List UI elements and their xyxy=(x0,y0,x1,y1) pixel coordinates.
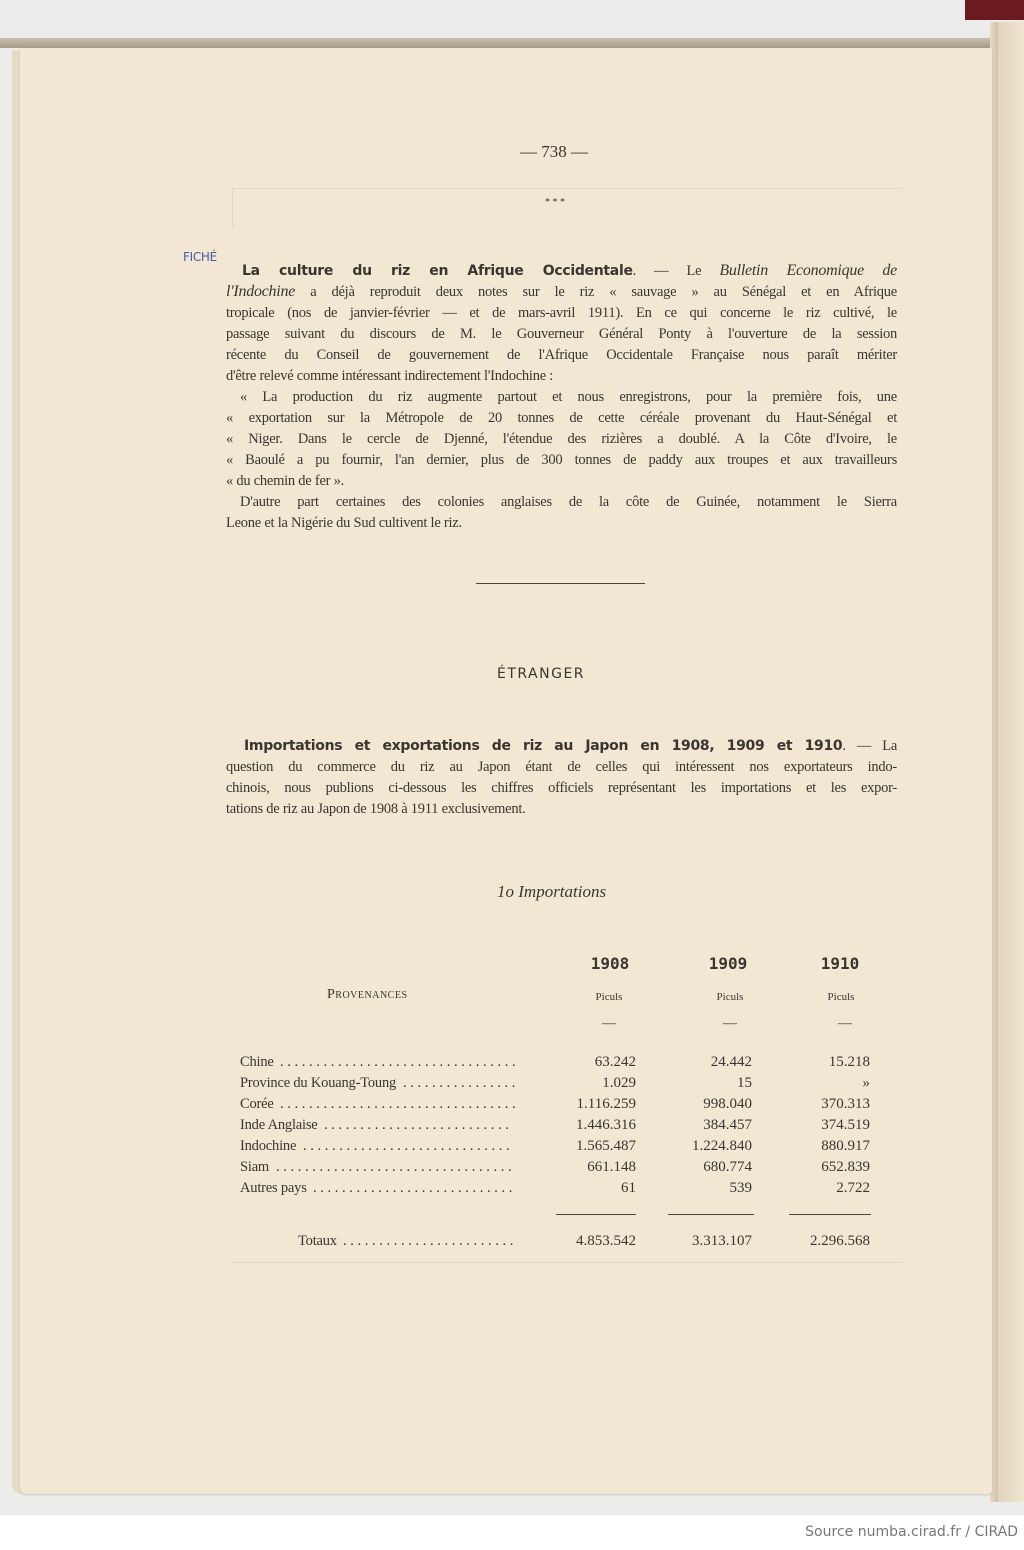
row-label: Autres pays xyxy=(240,1180,307,1196)
unit-label-1908: Piculs xyxy=(595,991,623,1003)
body-text: d'être relevé comme intéressant indirectement l'Indochine : xyxy=(226,368,554,384)
separator-stars xyxy=(540,198,570,208)
cell-1908: 1.446.316 xyxy=(576,1117,636,1133)
bleed-through-line xyxy=(232,188,233,228)
leader-dots: . . . . . . . . . . . . . . . . . . . . . . . . xyxy=(343,1233,514,1249)
leader-dots: . . . . . . . . . . . . . . . . . . . . . . . . . . xyxy=(324,1117,509,1133)
unit-label-1909: Piculs xyxy=(716,991,744,1003)
facing-page-edge xyxy=(998,22,1024,1502)
table-row xyxy=(240,1073,870,1094)
table-total-row xyxy=(240,1231,870,1252)
italic-text: Bulletin Economique de xyxy=(719,262,898,279)
cell-1910: 370.313 xyxy=(821,1096,870,1112)
cell-1910: 880.917 xyxy=(821,1138,870,1154)
table-row xyxy=(240,1178,870,1199)
table-row xyxy=(240,1157,870,1178)
table-row xyxy=(240,1136,870,1157)
text-line xyxy=(226,757,897,777)
text-line xyxy=(226,303,897,323)
cell-1910: » xyxy=(862,1075,870,1091)
row-label: Chine xyxy=(240,1054,274,1070)
row-label: Indochine xyxy=(240,1138,297,1154)
source-credit: Source numba.cirad.fr / CIRAD xyxy=(805,1524,1018,1540)
cell-1910: 2.722 xyxy=(836,1180,870,1196)
sum-rule-1908 xyxy=(556,1214,636,1215)
cell-1909: 998.040 xyxy=(703,1096,752,1112)
total-1909: 3.313.107 xyxy=(692,1233,752,1249)
cell-1910: 374.519 xyxy=(821,1117,870,1133)
cell-1908: 661.148 xyxy=(587,1159,636,1175)
body-text: « exportation sur la Métropole de 20 tonnes de cette céréale provenant du Haut-Sénégal et xyxy=(226,410,897,426)
text-line xyxy=(226,345,897,365)
leader-dots: . . . . . . . . . . . . . . . . . . . . . . . . . . . . xyxy=(313,1180,513,1196)
body-text: chinois, nous publions ci-dessous les chiffres officiels représentant les importations et les expor- xyxy=(226,780,897,796)
cell-1908: 1.565.487 xyxy=(576,1138,636,1154)
table-row xyxy=(240,1094,870,1115)
bleed-through-line xyxy=(232,188,902,189)
page-number: — 738 — xyxy=(520,142,588,161)
cell-1909: 24.442 xyxy=(710,1054,752,1070)
text-line xyxy=(240,387,897,407)
cell-1909: 539 xyxy=(729,1180,752,1196)
body-text: question du commerce du riz au Japon étant de celles qui intéressent nos exportateurs indo- xyxy=(226,759,897,775)
year-header-1910: 1910 xyxy=(820,954,860,973)
cell-1909: 384.457 xyxy=(703,1117,752,1133)
unit-dash-1909: — xyxy=(723,1016,737,1031)
cell-1909: 680.774 xyxy=(703,1159,752,1175)
body-text: tropicale (nos de janvier-février — et de mars-avril 1911). En ce qui concerne le riz cultivé, le xyxy=(226,305,897,321)
body-text: tations de riz au Japon de 1908 à 1911 exclusivement. xyxy=(226,801,526,817)
table-subtitle: 1o Importations xyxy=(497,882,607,901)
page-top-edge xyxy=(0,38,1000,48)
text-line xyxy=(226,778,897,798)
leader-dots: . . . . . . . . . . . . . . . . . . . . . . . . . . . . . . . . . xyxy=(280,1096,516,1112)
table-row xyxy=(240,1115,870,1136)
table-label-header: Provenances xyxy=(327,987,408,1002)
section-divider xyxy=(476,583,645,584)
cell-1908: 61 xyxy=(621,1180,636,1196)
body-text: . — Le xyxy=(632,263,720,279)
text-line xyxy=(242,261,897,281)
leader-dots: . . . . . . . . . . . . . . . . . . . . . . . . . . . . . . . . . xyxy=(280,1054,516,1070)
body-text: « Baoulé a pu fournir, l'an dernier, plus de 300 tonnes de paddy aux troupes et aux travailleurs xyxy=(226,452,897,468)
body-text: « du chemin de fer ». xyxy=(226,473,344,489)
leader-dots: . . . . . . . . . . . . . . . . . . . . . . . . . . . . . . . . . xyxy=(276,1159,512,1175)
body-text: récente du Conseil de gouvernement de l'Afrique Occidentale Française nous paraît mériter xyxy=(226,347,897,363)
text-line xyxy=(226,366,897,386)
cell-1909: 15 xyxy=(737,1075,752,1091)
fiche-stamp: FICHÉ xyxy=(183,250,217,264)
article-heading: La culture du riz en Afrique Occidentale xyxy=(242,263,633,279)
text-line xyxy=(240,492,897,512)
text-line xyxy=(226,408,897,428)
total-1910: 2.296.568 xyxy=(810,1233,870,1249)
leader-dots: . . . . . . . . . . . . . . . . . . . . . . . . . . . . . xyxy=(303,1138,510,1154)
row-label: Inde Anglaise xyxy=(240,1117,318,1133)
unit-dash-1908: — xyxy=(602,1016,616,1031)
cell-1910: 652.839 xyxy=(821,1159,870,1175)
unit-dash-1910: — xyxy=(838,1016,852,1031)
text-line xyxy=(226,471,897,491)
leader-dots: . . . . . . . . . . . . . . . . xyxy=(403,1075,516,1091)
cell-1909: 1.224.840 xyxy=(692,1138,752,1154)
body-text: . — La xyxy=(842,738,898,754)
cell-1908: 63.242 xyxy=(594,1054,636,1070)
book-cover-edge xyxy=(965,0,1024,20)
body-text: « Niger. Dans le cercle de Djenné, l'étendue des rizières a doublé. A la Côte d'Ivoire, le xyxy=(226,431,897,447)
year-header-1909: 1909 xyxy=(708,954,748,973)
row-label: Corée xyxy=(240,1096,274,1112)
body-text: D'autre part certaines des colonies anglaises de la côte de Guinée, notamment le Sierra xyxy=(240,494,897,510)
row-label: Province du Kouang-Toung xyxy=(240,1075,397,1091)
total-1908: 4.853.542 xyxy=(576,1233,636,1249)
year-header-1908: 1908 xyxy=(590,954,630,973)
body-text: Leone et la Nigérie du Sud cultivent le riz. xyxy=(226,515,462,531)
body-text: « La production du riz augmente partout et nous enregistrons, pour la première fois, une xyxy=(240,389,897,405)
text-line xyxy=(226,282,897,302)
body-text: passage suivant du discours de M. le Gouverneur Général Ponty à l'ouverture de la session xyxy=(226,326,897,342)
text-line xyxy=(226,324,897,344)
unit-label-1910: Piculs xyxy=(827,991,855,1003)
text-line xyxy=(226,429,897,449)
italic-text: l'Indochine xyxy=(226,283,296,300)
cell-1910: 15.218 xyxy=(828,1054,870,1070)
table-row xyxy=(240,1052,870,1073)
sum-rule-1909 xyxy=(668,1214,754,1215)
text-line xyxy=(226,450,897,470)
text-line xyxy=(226,513,897,533)
stars-text: * * * xyxy=(545,197,565,208)
cell-1908: 1.116.259 xyxy=(576,1096,636,1112)
text-line xyxy=(226,799,897,819)
cell-1908: 1.029 xyxy=(602,1075,636,1091)
body-text: a déjà reproduit deux notes sur le riz « sauvage » au Sénégal et en Afrique xyxy=(295,284,897,300)
text-line xyxy=(244,736,897,756)
sum-rule-1910 xyxy=(789,1214,871,1215)
row-label: Siam xyxy=(240,1159,270,1175)
section-title: ÉTRANGER xyxy=(497,666,586,682)
article-heading: Importations et exportations de riz au Japon en 1908, 1909 et 1910 xyxy=(244,738,843,754)
bleed-through-line xyxy=(232,1262,902,1263)
total-label: Totaux xyxy=(298,1233,337,1249)
